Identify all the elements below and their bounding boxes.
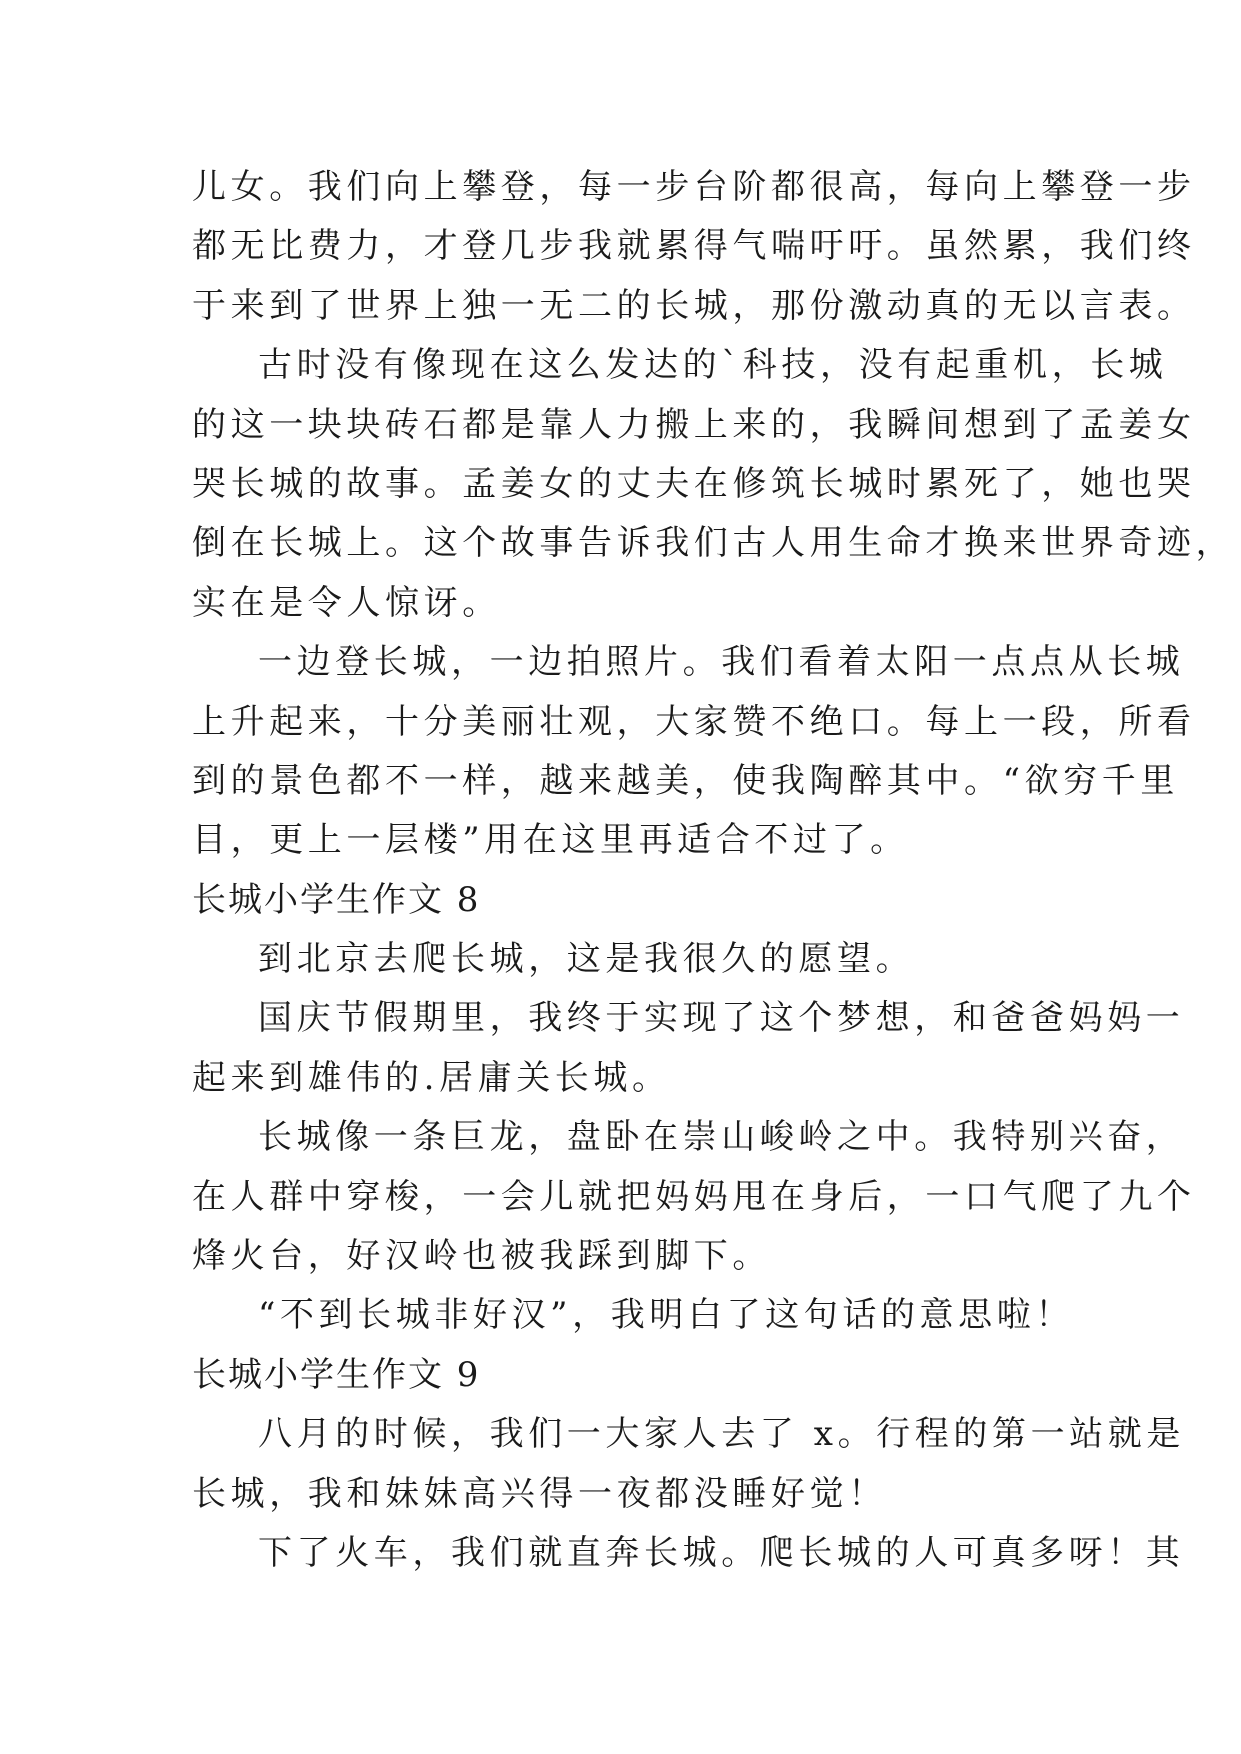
text-line: 儿女。我们向上攀登，每一步台阶都很高，每向上攀登一步 — [192, 167, 1196, 207]
text-line: 于来到了世界上独一无二的长城，那份激动真的无以言表。 — [192, 285, 1196, 326]
text-line: 倒在长城上。这个故事告诉我们古人用生命才换来世界奇迹， — [192, 523, 1235, 564]
paragraph-start-line: 一边登长城，一边拍照片。我们看着太阳一点点从长城 — [258, 642, 1185, 683]
section-heading: 长城小学生作文 8 — [192, 879, 481, 920]
text-line: 起来到雄伟的.居庸关长城。 — [192, 1057, 671, 1098]
paragraph-start-line: 到北京去爬长城，这是我很久的愿望。 — [258, 939, 915, 980]
text-line: 都无比费力，才登几步我就累得气喘吁吁。虽然累，我们终 — [192, 226, 1196, 267]
text-line: 的这一块块砖石都是靠人力搬上来的，我瞬间想到了孟姜女 — [192, 404, 1196, 445]
paragraph-start-line: 八月的时候，我们一大家人去了 x。行程的第一站就是 — [258, 1414, 1185, 1455]
paragraph-start-line: 国庆节假期里，我终于实现了这个梦想，和爸爸妈妈一 — [258, 998, 1185, 1039]
text-line: 实在是令人惊讶。 — [192, 582, 501, 623]
text-line: 到的景色都不一样，越来越美，使我陶醉其中。“欲穷千里 — [192, 760, 1179, 801]
paragraph-start-line: 长城像一条巨龙，盘卧在崇山峻岭之中。我特别兴奋， — [258, 1117, 1185, 1158]
paragraph-start-line: 下了火车，我们就直奔长城。爬长城的人可真多呀！其 — [258, 1532, 1185, 1573]
text-line: 在人群中穿梭，一会儿就把妈妈甩在身后，一口气爬了九个 — [192, 1176, 1196, 1217]
text-line: 长城，我和妹妹高兴得一夜都没睡好觉！ — [192, 1473, 887, 1514]
text-line: 烽火台，好汉岭也被我踩到脚下。 — [192, 1236, 771, 1277]
paragraph-start-line: “不到长城非好汉”，我明白了这句话的意思啦！ — [258, 1295, 1074, 1336]
paragraph-start-line: 古时没有像现在这么发达的`科技，没有起重机，长城 — [258, 345, 1168, 386]
text-line: 上升起来，十分美丽壮观，大家赞不绝口。每上一段，所看 — [192, 701, 1196, 742]
document-body — [192, 158, 1235, 1583]
text-line: 哭长城的故事。孟姜女的丈夫在修筑长城时累死了，她也哭 — [192, 463, 1196, 504]
section-heading: 长城小学生作文 9 — [192, 1354, 481, 1395]
text-line: 目，更上一层楼”用在这里再适合不过了。 — [192, 820, 909, 861]
